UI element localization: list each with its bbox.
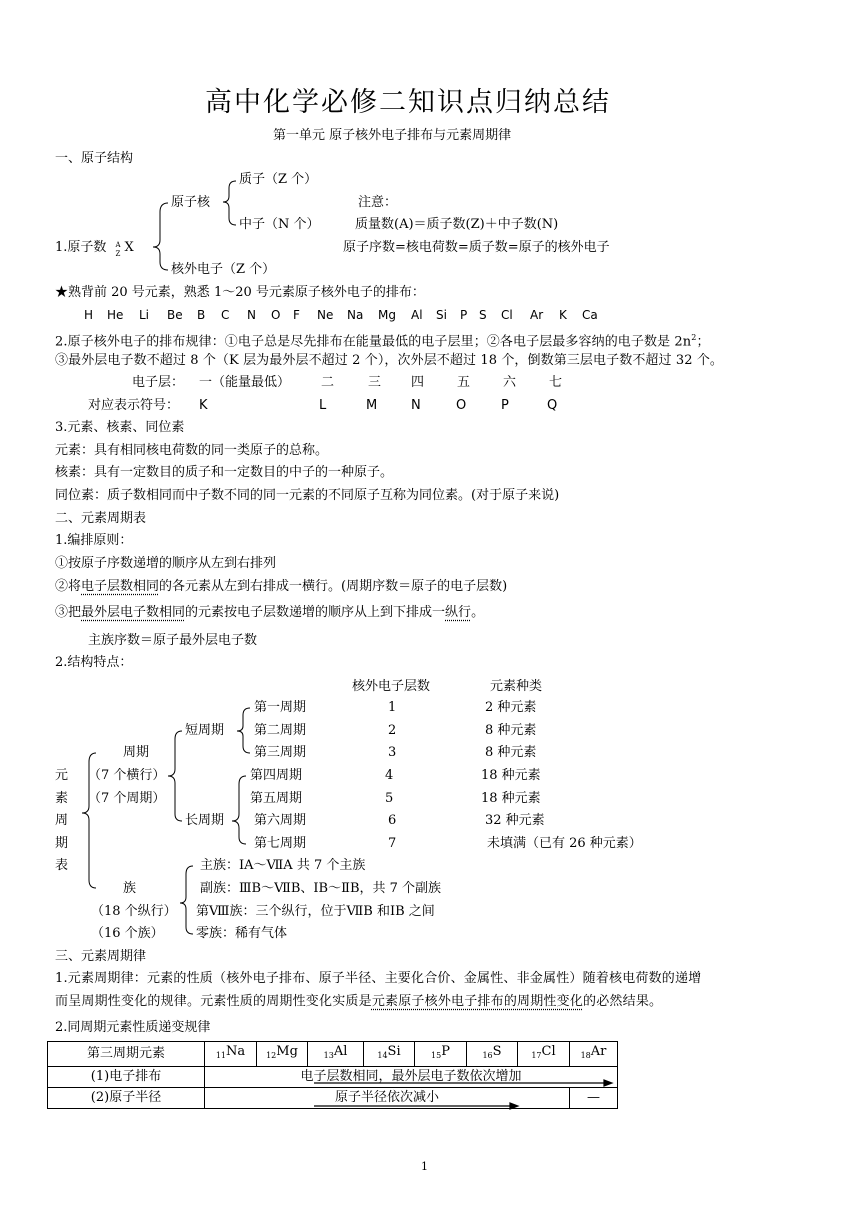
electron-rule-line-2: ③最外层电子数不超过 8 个（K 层为最外层不超过 2 个），次外层不超过 18 个，倒数第三层电子数不超过 32 个。: [55, 353, 724, 368]
element-item: Na: [347, 308, 364, 322]
principle-3-emphasis: 最外层电子数相同: [81, 605, 186, 620]
section-2-heading: 二、元素周期表: [55, 511, 147, 526]
page-number: 1: [421, 1160, 428, 1173]
period-7-name: 第七周期: [254, 836, 307, 851]
brace-period: [168, 731, 182, 821]
period-2-shells: 2: [388, 723, 397, 738]
period-5-name: 第五周期: [250, 791, 303, 806]
shell-7: 七: [549, 375, 563, 390]
element-symbol: Na: [226, 1044, 246, 1059]
brace-atom: [153, 203, 168, 270]
arrow-head: [510, 1103, 518, 1109]
mass-number-symbol: A: [115, 241, 121, 249]
table-char-3: 周: [55, 813, 69, 828]
brace-long-period: [232, 776, 246, 844]
law-line-2-end: 的必然结果。: [583, 994, 663, 1009]
element-item: H: [84, 308, 94, 322]
row-2-label: (2)原子半径: [48, 1088, 205, 1109]
shell-5: 五: [457, 375, 471, 390]
period-3-kinds: 8 种元素: [485, 745, 537, 760]
period-rows: （7 个横行）: [88, 768, 166, 783]
period-2-name: 第二周期: [254, 723, 307, 738]
structure-heading: 2.结构特点：: [55, 655, 133, 670]
period-5-shells: 5: [385, 791, 394, 806]
table-char-1: 元: [55, 768, 69, 783]
row-1-text: 电子层数相同，最外层电子数依次增加: [205, 1067, 618, 1088]
group-count: （16 个族）: [91, 926, 164, 941]
shell-2: 二: [321, 375, 335, 390]
symbol-p: P: [501, 398, 509, 413]
element-item: Cl: [501, 308, 513, 322]
row-2-text: 原子半径依次减小: [205, 1088, 570, 1109]
mass-number-equation: 质量数(A)＝质子数(Z)＋中子数(N): [355, 217, 559, 232]
period-3-shells: 3: [388, 745, 397, 760]
subtitle: 第一单元 原子核外电子排布与元素周期律: [273, 128, 512, 143]
shell-6: 六: [503, 375, 517, 390]
principle-3-mid: 的元素按电子层数递增的顺序从上到下排成一: [185, 605, 446, 620]
table-char-2: 素: [55, 791, 69, 806]
element-symbol: S: [492, 1044, 502, 1059]
section-1-heading: 一、原子结构: [55, 151, 134, 166]
element-item: P: [460, 308, 468, 322]
element-symbol: Si: [387, 1044, 401, 1059]
atomic-number-equation: 原子序数=核电荷数=质子数=原子的核外电子: [343, 240, 610, 255]
period-count: （7 个周期）: [88, 791, 166, 806]
symbol-label: 对应表示符号：: [88, 398, 180, 413]
brace-nucleus: [223, 181, 236, 225]
proton-text: 质子（Z 个）: [239, 172, 318, 187]
element-item: Li: [139, 308, 150, 322]
rule-end: ；: [696, 334, 710, 350]
period-4-kinds: 18 种元素: [481, 768, 541, 783]
group-eighth: 第Ⅷ族：三个纵行，位于ⅦB 和ⅠB 之间: [196, 904, 435, 919]
atomic-number: 15: [431, 1051, 442, 1060]
row-2-last: —: [570, 1088, 618, 1109]
long-period-label: 长周期: [185, 813, 225, 828]
element-item: N: [247, 308, 256, 322]
period-1-name: 第一周期: [254, 700, 307, 715]
principle-2-emphasis: 电子层数相同: [81, 579, 160, 594]
brace-group: [180, 866, 193, 934]
symbol-l: L: [319, 398, 327, 413]
element-item: B: [197, 308, 206, 322]
periodic-law-line-1: 1.元素周期律：元素的性质（核外电子排布、原子半径、主要化合价、金属性、非金属性）随着核电荷数的递增: [55, 971, 702, 986]
symbol-k: K: [199, 398, 208, 413]
table-header-label: 第三周期元素: [48, 1042, 205, 1067]
memorize-note: ★熟背前 20 号元素，熟悉 1～20 号元素原子核外电子的排布：: [55, 285, 425, 300]
atom-label-text: 1.原子数: [55, 240, 107, 255]
nucleus-text: 原子核: [171, 195, 211, 210]
element-item: Ne: [317, 308, 334, 322]
element-symbol: Ar: [590, 1044, 607, 1059]
element-item: Ar: [530, 308, 544, 322]
definition-nuclide: 核素：具有一定数目的质子和一定数目的中子的一种原子。: [55, 465, 394, 480]
electron-rule-text: 2.原子核外电子的排布规律：①电子总是尽先排布在能量最低的电子层里；②各电子层最多容纳的电子数是 2n: [55, 334, 692, 350]
principle-3-end: 。: [471, 605, 485, 620]
period-3-name: 第三周期: [254, 745, 307, 760]
symbol-n: N: [411, 398, 421, 413]
principle-2-pre: ②将: [55, 579, 82, 594]
element-symbol: Mg: [276, 1044, 298, 1059]
element-item: O: [271, 308, 281, 322]
principle-1: ①按原子序数递增的顺序从左到右排列: [55, 556, 277, 571]
atomic-number: 11: [215, 1051, 227, 1060]
element-item: Ca: [582, 308, 598, 322]
period-7-shells: 7: [388, 836, 397, 851]
element-symbol: Cl: [541, 1044, 556, 1059]
group-label: 族: [123, 881, 137, 896]
group-zero: 零族：稀有气体: [196, 926, 288, 941]
period-label: 周期: [123, 745, 150, 760]
brace-short-period: [237, 708, 250, 753]
period-5-kinds: 18 种元素: [481, 791, 541, 806]
period-1-kinds: 2 种元素: [485, 700, 537, 715]
element-item: He: [107, 308, 124, 322]
group-sub: 副族：ⅢB～ⅦB、ⅠB～ⅡB，共 7 个副族: [200, 881, 442, 896]
page-title: 高中化学必修二知识点归纳总结: [205, 87, 611, 118]
law-line-2-emphasis: 元素原子核外电子排布的周期性变化: [371, 994, 584, 1009]
shell-label: 电子层：: [132, 375, 185, 390]
period-6-name: 第六周期: [254, 813, 307, 828]
atomic-number: 13: [323, 1051, 334, 1060]
element-item: S: [479, 308, 487, 322]
trend-heading: 2.同周期元素性质递变规律: [55, 1020, 211, 1035]
element-item: F: [293, 308, 300, 322]
period-1-shells: 1: [388, 700, 397, 715]
section-3-heading: 三、元素周期律: [55, 949, 147, 964]
symbol-m: M: [366, 398, 378, 413]
symbol-q: Q: [547, 398, 558, 413]
period-7-kinds: 未填满（已有 26 种元素）: [487, 836, 642, 851]
definition-element: 元素：具有相同核电荷数的同一类原子的总称。: [55, 443, 329, 458]
element-item: Al: [411, 308, 423, 322]
principle-3-emphasis-2: 纵行: [445, 605, 472, 620]
period-2-kinds: 8 种元素: [485, 723, 537, 738]
atomic-number: 18: [580, 1051, 591, 1060]
atomic-number-symbol: Z: [115, 250, 121, 258]
period-6-shells: 6: [388, 813, 397, 828]
symbol-o: O: [456, 398, 467, 413]
column-shells-header: 核外电子层数: [352, 679, 431, 694]
law-line-2-pre: 而呈周期性变化的规律。元素性质的周期性变化实质是: [55, 994, 372, 1009]
group-main: 主族：ⅠA～ⅦA 共 7 个主族: [200, 858, 366, 873]
period-4-shells: 4: [385, 768, 394, 783]
note-label: 注意：: [358, 195, 398, 210]
period-6-kinds: 32 种元素: [485, 813, 545, 828]
atomic-number: 17: [531, 1051, 542, 1060]
table-char-4: 期: [55, 836, 69, 851]
shell-3: 三: [368, 375, 382, 390]
main-group-equation: 主族序数＝原子最外层电子数: [88, 633, 258, 648]
brace-table: [82, 753, 96, 888]
group-columns: （18 个纵行）: [91, 904, 177, 919]
rule-superscript: 2: [691, 333, 697, 342]
element-symbol: Al: [333, 1044, 348, 1059]
column-kinds-header: 元素种类: [490, 679, 543, 694]
element-symbol: P: [441, 1044, 450, 1059]
definition-isotope: 同位素：质子数相同而中子数不同的同一元素的不同原子互称为同位素。(对于原子来说): [55, 488, 560, 503]
principle-3-pre: ③把: [55, 605, 82, 620]
element-item: K: [559, 308, 567, 322]
element-item: Si: [436, 308, 447, 322]
atomic-number: 12: [266, 1051, 277, 1060]
neutron-text: 中子（N 个）: [239, 217, 320, 232]
definitions-heading: 3.元素、核素、同位素: [55, 420, 185, 435]
atomic-number: 16: [482, 1051, 493, 1060]
short-period-label: 短周期: [185, 723, 225, 738]
principle-2-post: 的各元素从左到右排成一横行。(周期序数＝原子的电子层数): [159, 579, 508, 594]
table-char-5: 表: [55, 858, 69, 873]
element-item: Be: [167, 308, 183, 322]
shell-1: 一（能量最低）: [199, 375, 291, 390]
element-item: Mg: [378, 308, 396, 322]
electrons-text: 核外电子（Z 个）: [171, 262, 276, 277]
atomic-number: 14: [377, 1051, 388, 1060]
arrow-head: [604, 1080, 612, 1086]
principle-heading: 1.编排原则：: [55, 533, 133, 548]
element-symbol: X: [124, 240, 134, 255]
period-4-name: 第四周期: [250, 768, 303, 783]
shell-4: 四: [411, 375, 425, 390]
row-1-label: (1)电子排布: [48, 1067, 205, 1088]
element-item: C: [221, 308, 230, 322]
